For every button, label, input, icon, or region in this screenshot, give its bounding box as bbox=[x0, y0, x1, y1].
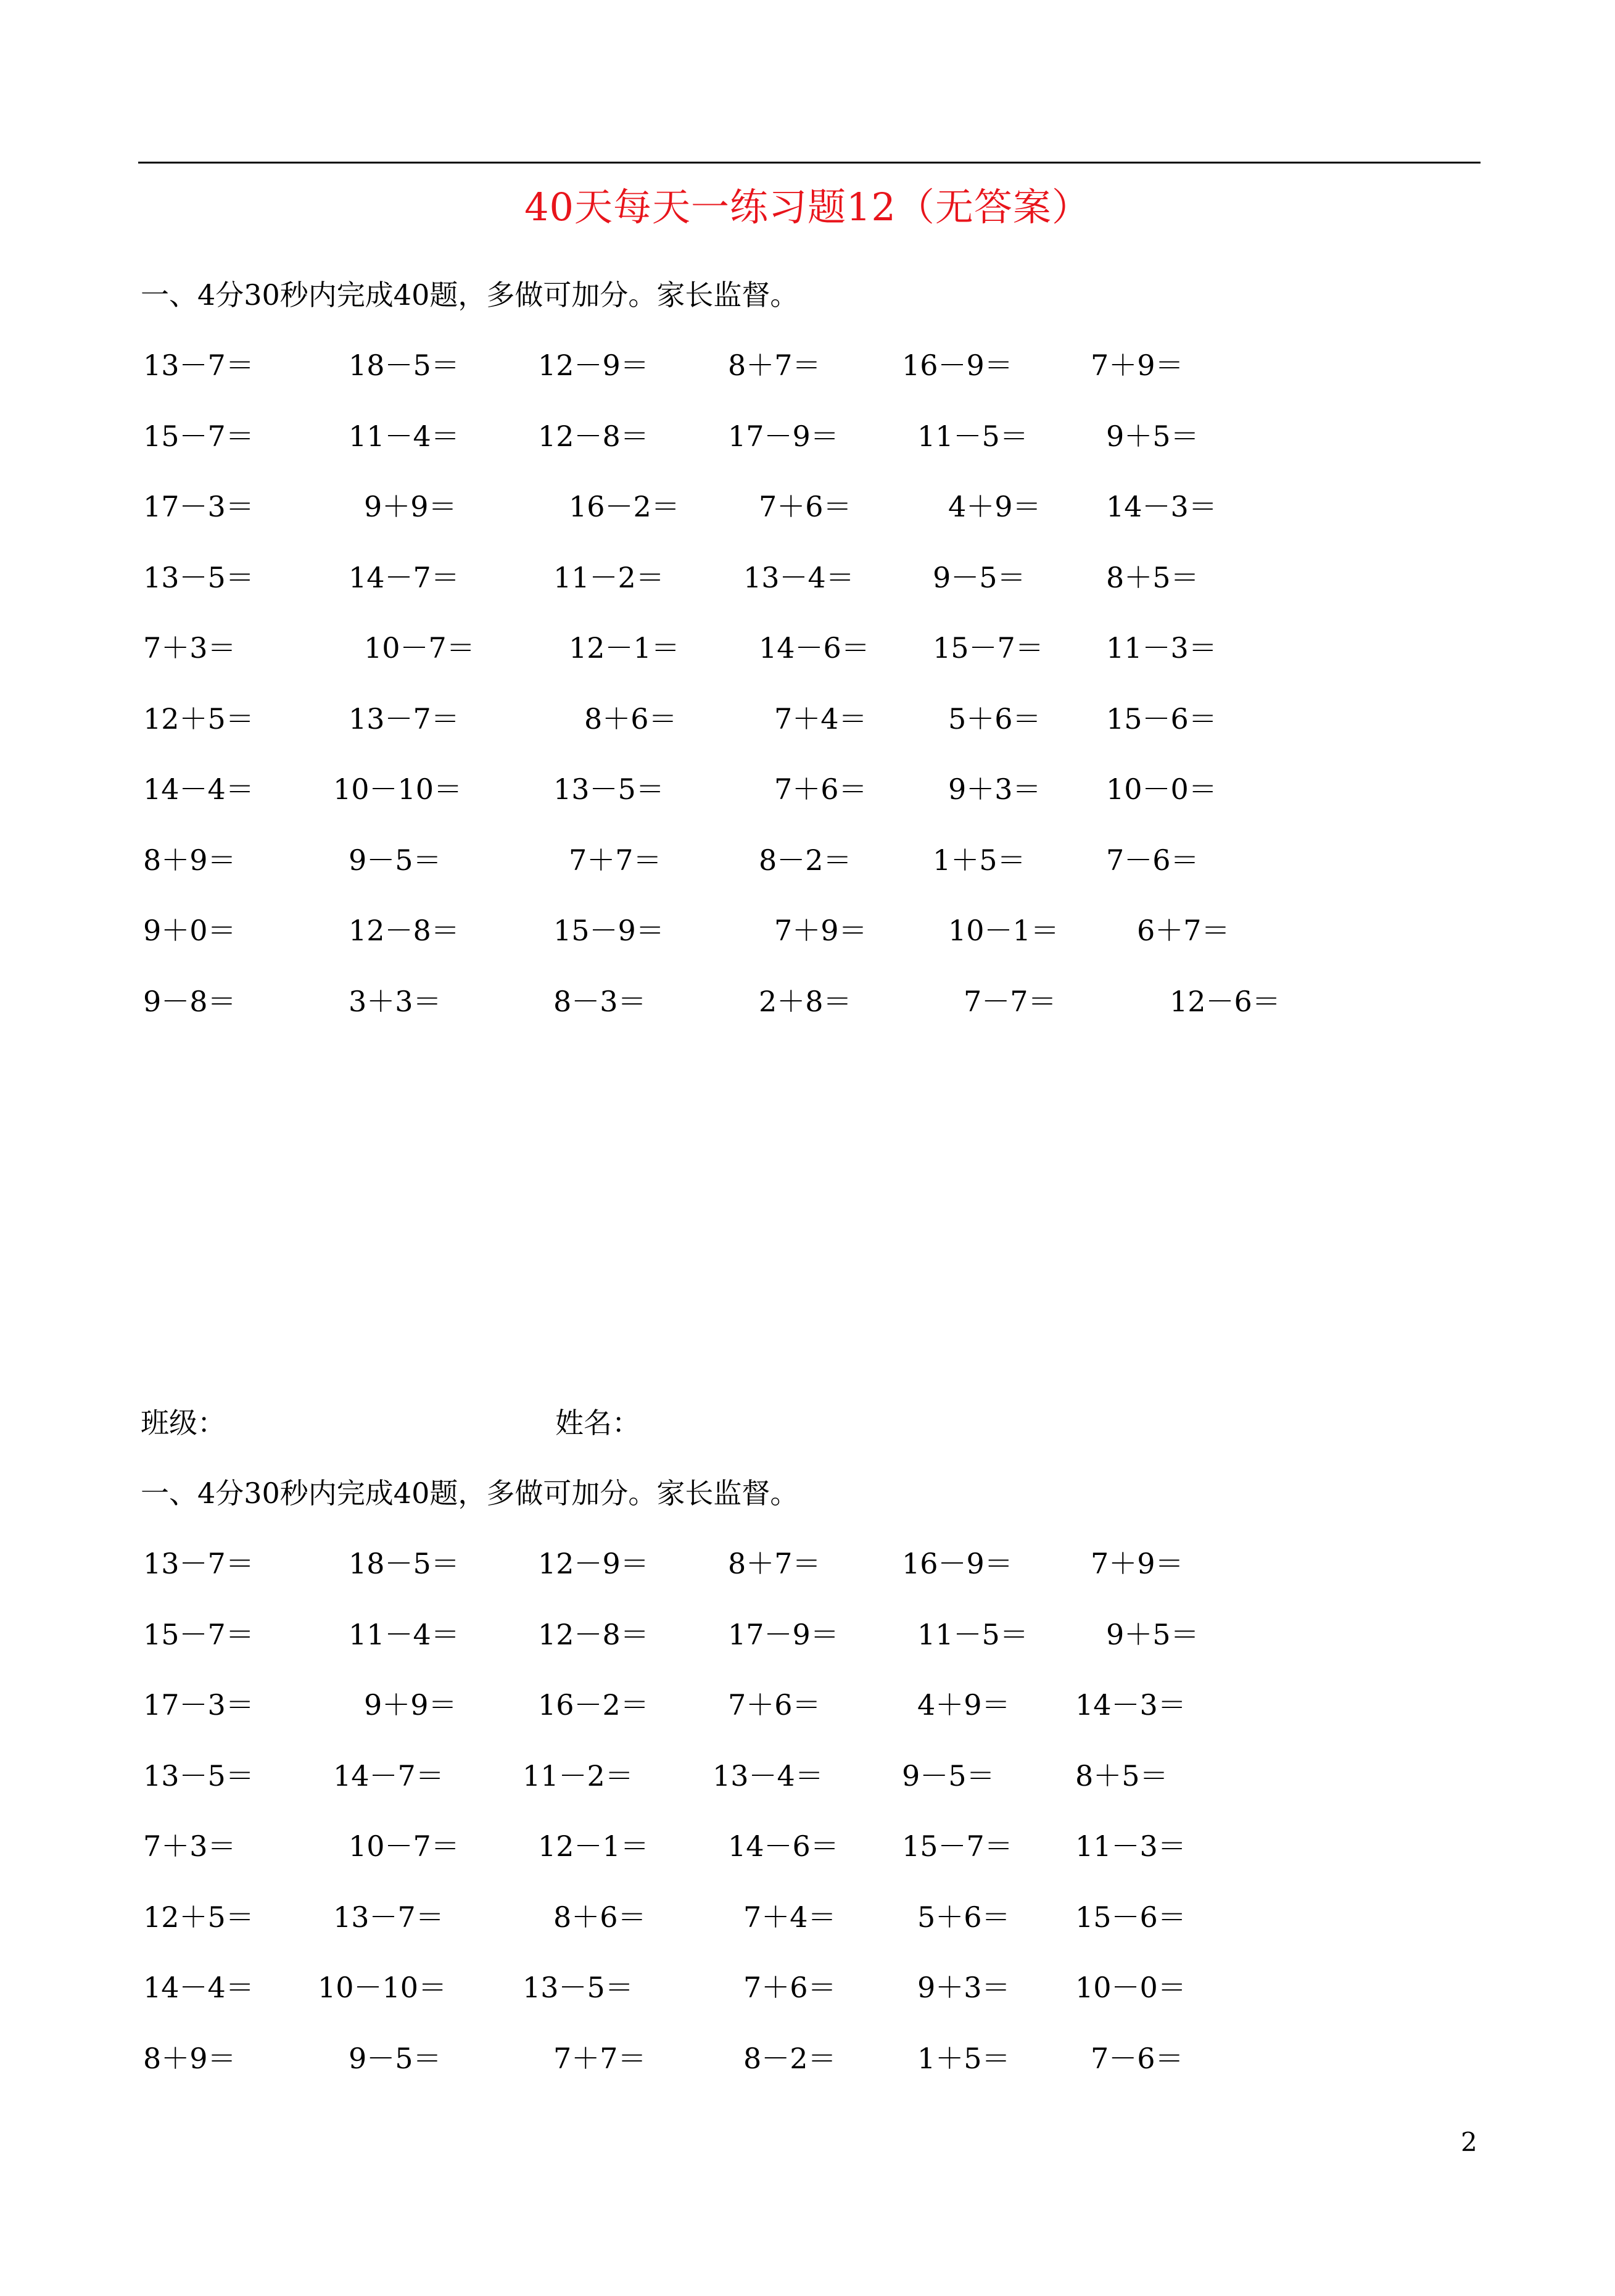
math-problem: 6＋7＝ bbox=[1137, 914, 1230, 947]
math-problem: 3＋3＝ bbox=[349, 984, 442, 1018]
math-problem: 12－1＝ bbox=[538, 1830, 649, 1863]
math-problem: 13－7＝ bbox=[349, 702, 460, 736]
math-problem: 11－4＝ bbox=[349, 419, 460, 453]
math-problem: 13－7＝ bbox=[143, 1547, 254, 1580]
math-problem: 5＋6＝ bbox=[917, 1900, 1010, 1934]
problem-row bbox=[0, 629, 1615, 666]
math-problem: 12－9＝ bbox=[538, 1547, 649, 1580]
math-problem: 18－5＝ bbox=[349, 349, 460, 382]
math-problem: 16－2＝ bbox=[538, 1688, 649, 1722]
problem-row bbox=[0, 1686, 1615, 1723]
math-problem: 12＋5＝ bbox=[143, 702, 254, 736]
problem-row bbox=[0, 1545, 1615, 1582]
math-problem: 14－3＝ bbox=[1075, 1688, 1186, 1722]
math-problem: 8－2＝ bbox=[759, 843, 852, 877]
math-problem: 12＋5＝ bbox=[143, 1900, 254, 1934]
math-problem: 15－7＝ bbox=[143, 1617, 254, 1651]
math-problem: 12－1＝ bbox=[569, 631, 680, 665]
math-problem: 13－5＝ bbox=[143, 560, 254, 594]
math-problem: 11－3＝ bbox=[1075, 1830, 1186, 1863]
math-problem: 11－5＝ bbox=[917, 419, 1028, 453]
math-problem: 4＋9＝ bbox=[948, 490, 1041, 523]
math-problem: 11－5＝ bbox=[917, 1617, 1028, 1651]
page-title: 40天每天一练习题12（无答案） bbox=[524, 184, 1091, 230]
math-problem: 8＋7＝ bbox=[728, 1547, 821, 1580]
math-problem: 15－7＝ bbox=[902, 1830, 1013, 1863]
problem-row bbox=[0, 1899, 1615, 1936]
math-problem: 13－4＝ bbox=[712, 1759, 824, 1792]
math-problem: 7＋6＝ bbox=[728, 1688, 821, 1722]
math-problem: 8＋7＝ bbox=[728, 349, 821, 382]
math-problem: 8＋5＝ bbox=[1075, 1759, 1168, 1792]
problem-row bbox=[0, 347, 1615, 384]
math-problem: 15－7＝ bbox=[143, 419, 254, 453]
math-problem: 11－4＝ bbox=[349, 1617, 460, 1651]
math-problem: 10－10＝ bbox=[318, 1971, 447, 2004]
problem-row bbox=[0, 1969, 1615, 2006]
math-problem: 17－3＝ bbox=[143, 490, 254, 523]
math-problem: 7－6＝ bbox=[1091, 2041, 1184, 2075]
math-problem: 9＋3＝ bbox=[948, 773, 1041, 806]
math-problem: 12－6＝ bbox=[1170, 984, 1281, 1018]
math-problem: 7＋9＝ bbox=[774, 914, 867, 947]
math-problem: 10－7＝ bbox=[364, 631, 475, 665]
math-problem: 7＋4＝ bbox=[743, 1900, 836, 1934]
math-problem: 7＋3＝ bbox=[143, 1830, 236, 1863]
math-problem: 7＋6＝ bbox=[774, 773, 867, 806]
math-problem: 9－5＝ bbox=[933, 560, 1026, 594]
math-problem: 7＋7＝ bbox=[569, 843, 662, 877]
problem-row bbox=[0, 1757, 1615, 1794]
math-problem: 11－2＝ bbox=[553, 560, 664, 594]
problem-row bbox=[0, 771, 1615, 808]
math-problem: 11－2＝ bbox=[522, 1759, 634, 1792]
math-problem: 14－6＝ bbox=[728, 1830, 839, 1863]
math-problem: 18－5＝ bbox=[349, 1547, 460, 1580]
math-problem: 8＋9＝ bbox=[143, 2041, 236, 2075]
math-problem: 10－7＝ bbox=[349, 1830, 460, 1863]
math-problem: 15－7＝ bbox=[933, 631, 1044, 665]
class-label: 班级： bbox=[141, 1406, 226, 1440]
math-problem: 17－9＝ bbox=[728, 419, 839, 453]
problem-row bbox=[0, 700, 1615, 737]
math-problem: 7＋6＝ bbox=[743, 1971, 836, 2004]
page-number: 2 bbox=[1461, 2127, 1477, 2157]
math-problem: 9－5＝ bbox=[349, 843, 442, 877]
math-problem: 13－7＝ bbox=[333, 1900, 444, 1934]
problem-row bbox=[0, 418, 1615, 455]
math-problem: 8－2＝ bbox=[743, 2041, 836, 2075]
math-problem: 9＋3＝ bbox=[917, 1971, 1010, 2004]
math-problem: 4＋9＝ bbox=[917, 1688, 1010, 1722]
math-problem: 7－7＝ bbox=[964, 984, 1057, 1018]
math-problem: 7＋9＝ bbox=[1091, 1547, 1184, 1580]
math-problem: 8－3＝ bbox=[553, 984, 646, 1018]
math-problem: 9－5＝ bbox=[902, 1759, 995, 1792]
math-problem: 11－3＝ bbox=[1106, 631, 1217, 665]
math-problem: 17－9＝ bbox=[728, 1617, 839, 1651]
math-problem: 16－9＝ bbox=[902, 1547, 1013, 1580]
math-problem: 12－9＝ bbox=[538, 349, 649, 382]
math-problem: 7＋7＝ bbox=[553, 2041, 646, 2075]
problem-row bbox=[0, 1828, 1615, 1865]
math-problem: 1＋5＝ bbox=[917, 2041, 1010, 2075]
math-problem: 12－8＝ bbox=[349, 914, 460, 947]
math-problem: 9＋9＝ bbox=[364, 490, 457, 523]
math-problem: 14－7＝ bbox=[333, 1759, 444, 1792]
math-problem: 12－8＝ bbox=[538, 419, 649, 453]
math-problem: 7＋4＝ bbox=[774, 702, 867, 736]
instruction-1: 一、4分30秒内完成40题，多做可加分。家长监督。 bbox=[141, 278, 799, 312]
problem-row bbox=[0, 1616, 1615, 1653]
math-problem: 15－9＝ bbox=[553, 914, 664, 947]
math-problem: 9＋5＝ bbox=[1106, 1617, 1199, 1651]
math-problem: 13－5＝ bbox=[553, 773, 664, 806]
math-problem: 14－4＝ bbox=[143, 773, 254, 806]
instruction-2: 一、4分30秒内完成40题，多做可加分。家长监督。 bbox=[141, 1477, 799, 1510]
problem-row bbox=[0, 488, 1615, 525]
math-problem: 7＋3＝ bbox=[143, 631, 236, 665]
math-problem: 10－1＝ bbox=[948, 914, 1059, 947]
math-problem: 8＋9＝ bbox=[143, 843, 236, 877]
problem-row bbox=[0, 912, 1615, 949]
math-problem: 14－7＝ bbox=[349, 560, 460, 594]
math-problem: 5＋6＝ bbox=[948, 702, 1041, 736]
math-problem: 14－6＝ bbox=[759, 631, 870, 665]
math-problem: 8＋6＝ bbox=[553, 1900, 646, 1934]
math-problem: 13－5＝ bbox=[522, 1971, 634, 2004]
math-problem: 13－4＝ bbox=[743, 560, 854, 594]
math-problem: 7＋9＝ bbox=[1091, 349, 1184, 382]
problem-row bbox=[0, 983, 1615, 1020]
math-problem: 16－2＝ bbox=[569, 490, 680, 523]
math-problem: 9＋9＝ bbox=[364, 1688, 457, 1722]
math-problem: 14－3＝ bbox=[1106, 490, 1217, 523]
math-problem: 1＋5＝ bbox=[933, 843, 1026, 877]
math-problem: 16－9＝ bbox=[902, 349, 1013, 382]
math-problem: 2＋8＝ bbox=[759, 984, 852, 1018]
math-problem: 12－8＝ bbox=[538, 1617, 649, 1651]
name-label: 姓名： bbox=[555, 1406, 640, 1440]
math-problem: 7＋6＝ bbox=[759, 490, 852, 523]
math-problem: 10－0＝ bbox=[1075, 1971, 1186, 2004]
problem-row bbox=[0, 559, 1615, 596]
header-rule bbox=[138, 162, 1481, 164]
problem-row bbox=[0, 842, 1615, 879]
math-problem: 8＋6＝ bbox=[584, 702, 677, 736]
math-problem: 13－7＝ bbox=[143, 349, 254, 382]
math-problem: 9＋0＝ bbox=[143, 914, 236, 947]
math-problem: 15－6＝ bbox=[1075, 1900, 1186, 1934]
problem-row bbox=[0, 2040, 1615, 2077]
math-problem: 17－3＝ bbox=[143, 1688, 254, 1722]
math-problem: 9＋5＝ bbox=[1106, 419, 1199, 453]
math-problem: 13－5＝ bbox=[143, 1759, 254, 1792]
math-problem: 14－4＝ bbox=[143, 1971, 254, 2004]
math-problem: 10－10＝ bbox=[333, 773, 463, 806]
math-problem: 9－8＝ bbox=[143, 984, 236, 1018]
math-problem: 10－0＝ bbox=[1106, 773, 1217, 806]
math-problem: 7－6＝ bbox=[1106, 843, 1199, 877]
math-problem: 8＋5＝ bbox=[1106, 560, 1199, 594]
math-problem: 9－5＝ bbox=[349, 2041, 442, 2075]
math-problem: 15－6＝ bbox=[1106, 702, 1217, 736]
